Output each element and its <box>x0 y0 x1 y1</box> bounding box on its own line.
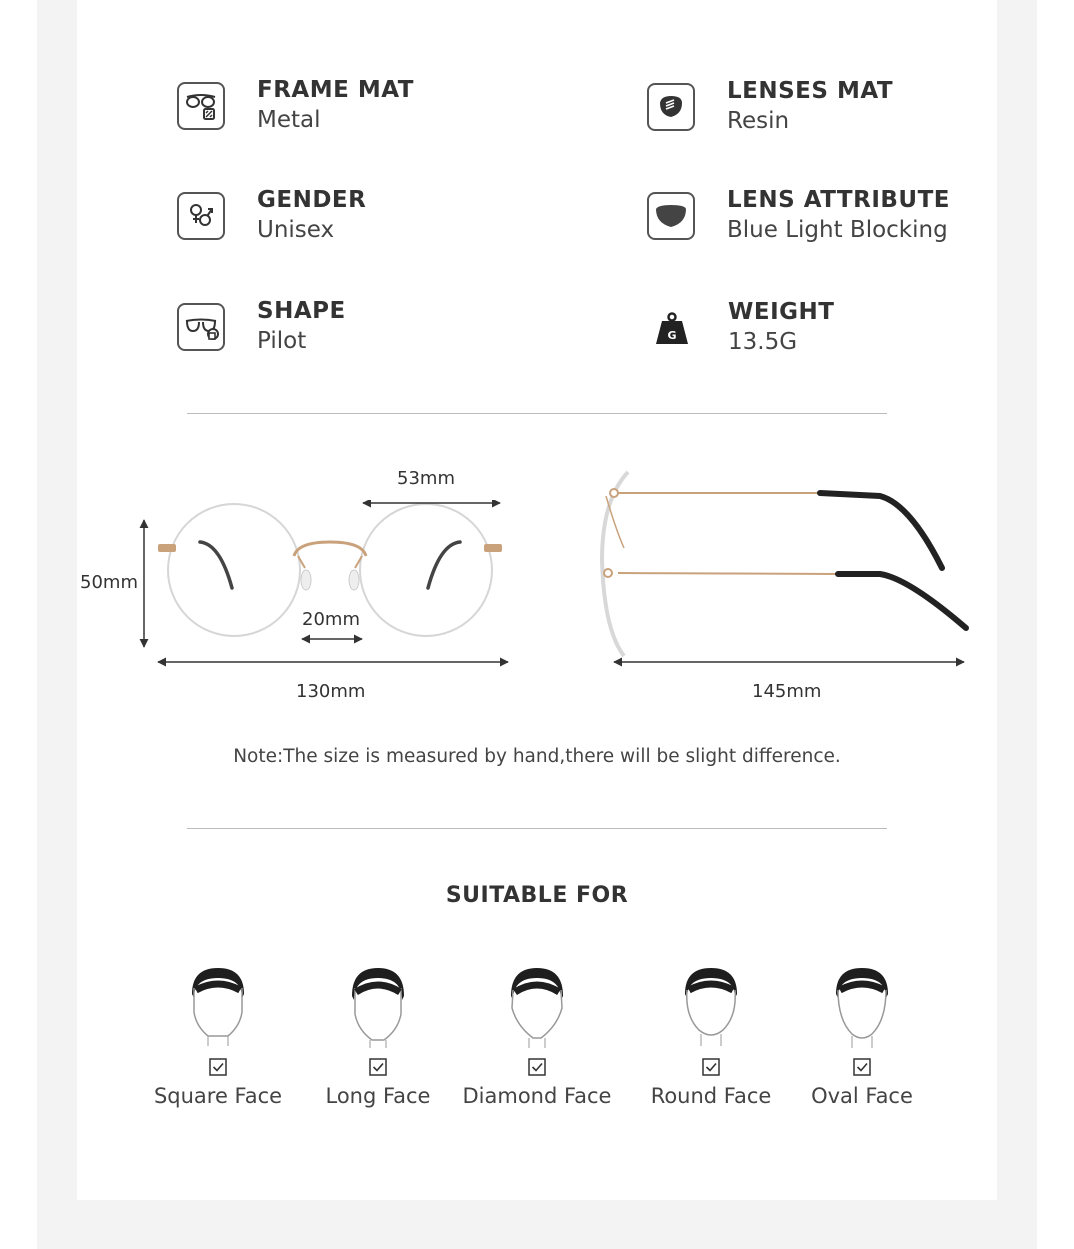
lens-profile <box>602 472 628 656</box>
head-icon <box>830 964 894 1048</box>
face-round <box>626 964 796 1108</box>
measurement-note: Note:The size is measured by hand,there will be slight difference. <box>233 746 841 767</box>
bridge <box>294 542 366 556</box>
spec-label: LENSES MAT <box>727 78 894 104</box>
spec-lens-attribute <box>647 187 950 246</box>
front-view-diagram <box>130 500 530 680</box>
frame-width-label: 130mm <box>296 681 366 702</box>
head-icon <box>679 964 743 1048</box>
spec-lenses-mat <box>647 78 894 137</box>
face-label: Square Face <box>153 1084 283 1108</box>
divider-top <box>187 413 887 414</box>
upper-temple-tip <box>820 493 942 568</box>
lens-height-label: 50mm <box>80 572 138 593</box>
spec-value: Pilot <box>257 328 307 354</box>
face-square <box>133 964 303 1108</box>
frame-material-icon <box>177 82 225 130</box>
shape-icon <box>177 303 225 351</box>
spec-label: WEIGHT <box>728 299 835 325</box>
spec-weight <box>648 299 835 358</box>
spec-value: Unisex <box>257 217 335 243</box>
head-icon <box>186 964 250 1048</box>
spec-value: 13.5G <box>728 329 798 355</box>
face-oval <box>777 964 947 1108</box>
right-temple-tip <box>428 542 460 588</box>
checkbox-icon <box>528 1058 546 1076</box>
divider-bottom <box>187 828 887 829</box>
spec-label: FRAME MAT <box>257 77 414 103</box>
checkbox-icon <box>853 1058 871 1076</box>
lens-width-label: 53mm <box>397 468 455 489</box>
spec-gender <box>177 187 367 246</box>
face-label: Long Face <box>325 1084 431 1108</box>
checkbox-icon <box>369 1058 387 1076</box>
lens-material-icon <box>647 83 695 131</box>
bridge-width-label: 20mm <box>302 609 360 630</box>
right-lens <box>360 504 492 636</box>
spec-value: Blue Light Blocking <box>727 217 948 243</box>
left-temple-tip <box>200 542 232 588</box>
face-label: Diamond Face <box>462 1084 612 1108</box>
suitable-for-title: SUITABLE FOR <box>445 883 629 908</box>
face-label: Oval Face <box>811 1084 913 1108</box>
lower-temple-tip <box>838 574 966 628</box>
temple-length-label: 145mm <box>752 681 822 702</box>
face-label: Round Face <box>650 1084 772 1108</box>
weight-icon-letter: G <box>667 329 677 342</box>
weight-icon <box>648 304 696 352</box>
spec-value: Resin <box>727 108 790 134</box>
spec-label: GENDER <box>257 187 367 213</box>
head-icon <box>346 964 410 1048</box>
face-long <box>293 964 463 1108</box>
spec-frame-mat <box>177 77 414 136</box>
lens-attribute-icon <box>647 192 695 240</box>
face-diamond <box>452 964 622 1108</box>
lower-temple <box>618 573 838 574</box>
left-lens <box>168 504 300 636</box>
side-view-diagram <box>580 460 980 680</box>
checkbox-icon <box>702 1058 720 1076</box>
checkbox-icon <box>209 1058 227 1076</box>
spec-label: LENS ATTRIBUTE <box>727 187 950 213</box>
spec-label: SHAPE <box>257 298 346 324</box>
spec-value: Metal <box>257 107 321 133</box>
spec-shape <box>177 298 346 357</box>
head-icon <box>505 964 569 1048</box>
gender-icon <box>177 192 225 240</box>
